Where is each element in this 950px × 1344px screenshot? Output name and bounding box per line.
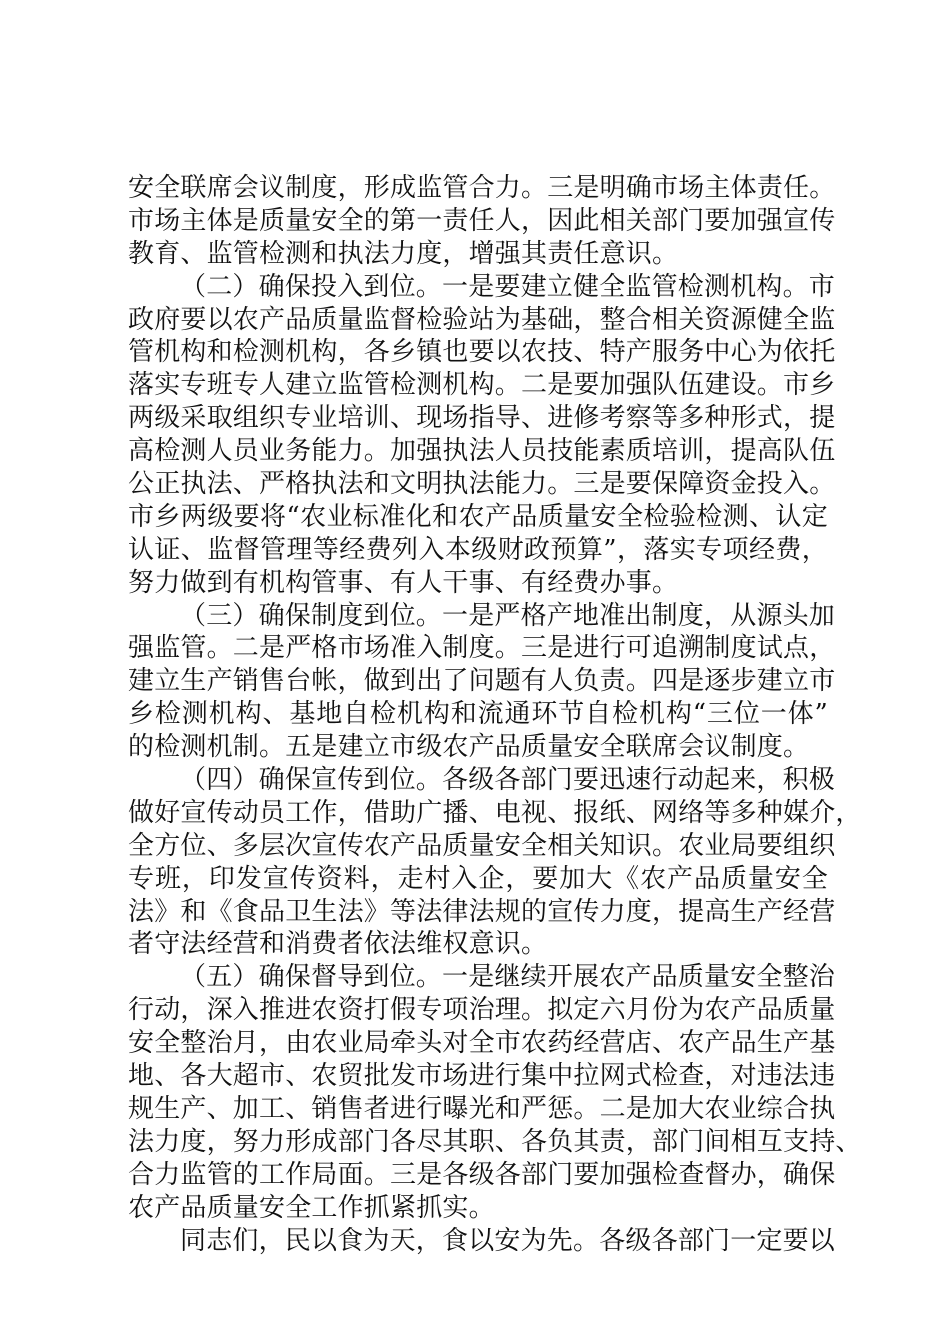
text-line: （二）确保投入到位。一是要建立健全监管检测机构。市 [180, 271, 836, 302]
text-line: 法力度，努力形成部门各尽其职、各负其责，部门间相互支持、 [128, 1126, 862, 1157]
text-line: 者守法经营和消费者依法维权意识。 [128, 929, 548, 960]
text-line: 两级采取组织专业培训、现场指导、进修考察等多种形式，提 [128, 403, 836, 434]
text-line: 高检测人员业务能力。加强执法人员技能素质培训，提高队伍 [128, 436, 836, 467]
text-line: 行动，深入推进农资打假专项治理。拟定六月份为农产品质量 [128, 995, 836, 1026]
text-line: 做好宣传动员工作，借助广播、电视、报纸、网络等多种媒介， [128, 797, 862, 828]
text-line: 教育、监管检测和执法力度，增强其责任意识。 [128, 238, 679, 269]
document-body-text [128, 172, 862, 1257]
text-line: 全方位、多层次宣传农产品质量安全相关知识。农业局要组织 [128, 830, 836, 861]
text-line: 地、各大超市、农贸批发市场进行集中拉网式检查，对违法违 [128, 1061, 836, 1092]
text-line: 规生产、加工、销售者进行曝光和严惩。二是加大农业综合执 [128, 1093, 836, 1124]
text-line: 认证、监督管理等经费列入本级财政预算”，落实专项经费， [128, 534, 828, 565]
text-line: 建立生产销售台帐，做到出了问题有人负责。四是逐步建立市 [128, 666, 836, 697]
text-line: 公正执法、严格执法和文明执法能力。三是要保障资金投入。 [128, 469, 836, 500]
text-line: 强监管。二是严格市场准入制度。三是进行可追溯制度试点， [128, 633, 836, 664]
text-line: （三）确保制度到位。一是严格产地准出制度，从源头加 [180, 600, 836, 631]
text-line: 管机构和检测机构，各乡镇也要以农技、特产服务中心为依托 [128, 337, 836, 368]
text-line: 乡检测机构、基地自检机构和流通环节自检机构“三位一体” [128, 699, 828, 730]
text-line: 农产品质量安全工作抓紧抓实。 [128, 1192, 495, 1223]
text-line: 落实专班专人建立监管检测机构。二是要加强队伍建设。市乡 [128, 370, 836, 401]
text-line: 安全联席会议制度，形成监管合力。三是明确市场主体责任。 [128, 173, 836, 203]
text-line: 专班，印发宣传资料，走村入企，要加大《农产品质量安全 [128, 863, 828, 894]
text-line: （四）确保宣传到位。各级各部门要迅速行动起来，积极 [180, 765, 836, 796]
text-line: 法》和《食品卫生法》等法律法规的宣传力度，提高生产经营 [128, 896, 836, 927]
text-line: 同志们，民以食为天，食以安为先。各级各部门一定要以 [180, 1225, 836, 1256]
text-line: 合力监管的工作局面。三是各级各部门要加强检查督办，确保 [128, 1159, 836, 1190]
text-line: 安全整治月，由农业局牵头对全市农药经营店、农产品生产基 [128, 1028, 836, 1059]
text-line: 市乡两级要将“农业标准化和农产品质量安全检验检测、认定 [128, 501, 828, 532]
text-line: 市场主体是质量安全的第一责任人，因此相关部门要加强宣传 [128, 205, 836, 236]
text-line: 的检测机制。五是建立市级农产品质量安全联席会议制度。 [128, 732, 810, 763]
text-line: 政府要以农产品质量监督检验站为基础，整合相关资源健全监 [128, 304, 836, 335]
text-line: 努力做到有机构管事、有人干事、有经费办事。 [128, 567, 679, 598]
text-line: （五）确保督导到位。一是继续开展农产品质量安全整治 [180, 962, 836, 993]
